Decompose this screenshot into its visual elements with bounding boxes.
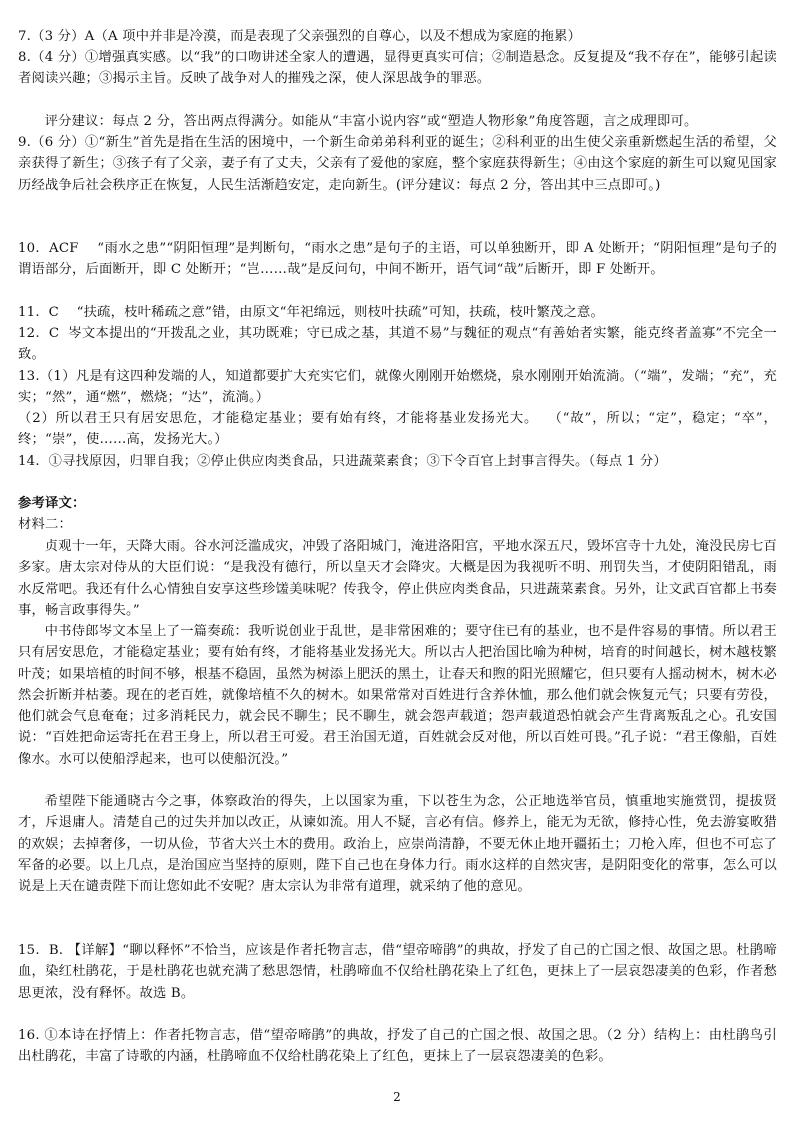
translation-material-label: 材料二： — [18, 517, 72, 532]
answer-q13-part2: （2）所以君王只有居安思危，才能稳定基业；要有始有终，才能将基业发扬光大。 （“故”，所以；“定”，稳定；“卒”，终；“崇”，使……高，发扬光大。） — [18, 411, 777, 448]
answer-q7: 7.（3 分）A（A 项中并非是冷漠，而是表现了父亲强烈的自尊心，以及不想成为家庭的拖累） — [18, 29, 582, 44]
answer-q13-part1: 13.（1）凡是有这四种发端的人，知道都要扩大充实它们，就像火刚刚开始燃烧，泉水刚刚开始流淌。（“端”，发端；“充”，充实；“然”，通“燃”，燃烧；“达”，流淌。） — [18, 369, 777, 406]
answer-q15: 15. B. 【详解】“聊以释怀”不恰当，应该是作者托物言志，借“望帝啼鹃”的典故，抒发了自己的亡国之恨、故国之思。杜鹃啼血，染红杜鹃花，于是杜鹃花也就充满了愁思怨情，杜鹃啼血不仅给杜鹃花染上了红色，更抹上了一层哀怨凄美的色彩，作者愁思更浓，没有释怀。故选 B。 — [18, 943, 777, 1001]
translation-paragraph-1: 贞观十一年，天降大雨。谷水河泛滥成灾，冲毁了洛阳城门，淹进洛阳宫，平地水深五尺，毁坏宫寺十九处，淹没民房七百多家。唐太宗对侍从的大臣们说：“是我没有德行，所以皇天才会降灾。大概是因为我视听不明、刑罚失当，才使阴阳错乱，雨水反常吧。我还有什么心情独自安享这些珍馐美味呢？传我令，停止供应肉类食品，只进蔬菜素食。另外，让文武百官都上书奏事，畅言政事得失。” — [18, 539, 777, 618]
page-number: 2 — [393, 1090, 401, 1104]
translation-paragraph-2: 中书侍郎岑文本呈上了一篇奏疏：我听说创业于乱世，是非常困难的；要守住已有的基业，也不是件容易的事情。所以君王只有居安思危，才能稳定基业；要有始有终，才能将基业发扬光大。所以古人把治国比喻为种树，培育的时间越长，树木越枝繁叶茂；如果培植的时间不够，根基不稳固，虽然为树添上肥沃的黑土，让春天和煦的阳光照耀它，但只要有人摇动树木，树木必然会折断并枯萎。现在的老百姓，就像培植不久的树木。如果常常对百姓进行含养休恤，那么他们就会恢复元气；只要有劳役，他们就会气息奄奄；过多消耗民力，就会民不聊生；民不聊生，就会怨声载道；怨声载道恐怕就会产生背离叛乱之心。孔安国说：“百姓把命运寄托在君王身上，所以君王可爱。君王治国无道，百姓就会反对他，所以百姓可畏。”孔子说：“君王像船，百姓像水。水可以使船浮起来，也可以使船沉没。” — [18, 624, 777, 767]
answer-q16: 16. ①本诗在抒情上：作者托物言志，借“望帝啼鹃”的典故，抒发了自己的亡国之恨、故国之思。（2 分）结构上：由杜鹃鸟引出杜鹃花，丰富了诗歌的内涵，杜鹃啼血不仅给杜鹃花染上了红色，更抹上了一层哀怨凄美的色彩。 — [18, 1028, 777, 1065]
answer-q10: 10. ACF “雨水之患”“阴阳恒理”是判断句，“雨水之患”是句子的主语，可以单独断开，即 A 处断开；“阴阳恒理”是句子的谓语部分，后面断开，即 C 处断开；“岂……哉”是反问句，中间不断开，语气词“哉”后断开，即 F 处断开。 — [18, 241, 777, 278]
answer-q14: 14. ①寻找原因，归罪自我；②停止供应肉类食品，只进蔬菜素食；③下令百官上封事言得失。（每点 1 分） — [18, 454, 667, 469]
answer-q12: 12. C 岑文本提出的“开拨乱之业，其功既难；守已成之基，其道不易”与魏征的观点“有善始者实繁，能克终者盖寡”不完全一致。 — [18, 326, 777, 363]
answer-q8-scoring-note: 评分建议：每点 2 分，答出两点得满分。如能从“丰富小说内容”或“塑造人物形象”角度答题，言之成理即可。 — [44, 114, 698, 129]
answer-q11: 11. C “扶疏，枝叶稀疏之意”错，由原文“年祀绵远，则枝叶扶疏”可知，扶疏，枝叶繁茂之意。 — [18, 305, 605, 320]
answer-q8: 8.（4 分）①增强真实感。以“我”的口吻讲述全家人的遭遇，显得更真实可信；②制造悬念。反复提及“我不存在”，能够引起读者阅读兴趣；③揭示主旨。反映了战争对人的摧残之深，使人深思战争的罪恶。 — [18, 50, 778, 87]
translation-heading: 参考译文： — [18, 496, 86, 511]
answer-q9: 9.（6 分）①“新生”首先是指在生活的困境中，一个新生命弟弟科利亚的诞生；②科利亚的出生使父亲重新燃起生活的希望，父亲获得了新生；③孩子有了父亲，妻子有了丈夫，父亲有了爱他的家庭，整个家庭获得新生；④由这个家庭的新生可以窥见国家历经战争后社会秩序正在恢复，人民生活渐趋安定，走向新生。(评分建议：每点 2 分，答出其中三点即可。) — [18, 135, 777, 193]
translation-paragraph-3: 希望陛下能通晓古今之事，体察政治的得失，上以国家为重，下以苍生为念，公正地选举官员，慎重地实施赏罚，提拔贤才，斥退庸人。清楚自己的过失并加以改正，从谏如流。用人不疑，言必有信。修养上，能无为无欲，修持心性，免去游宴畋猎的欢娱；去掉奢侈，一切从俭，节省大兴土木的费用。政治上，应崇尚清静，不要无休止地开疆拓土；刀枪入库，但也不可忘了军备的必要。以上几点，是治国应当坚持的原则，陛下自己也在身体力行。雨水这样的自然灾害，是阴阳变化的常事，怎么可以说是上天在谴责陛下而让您如此不安呢？唐太宗认为非常有道理，就采纳了他的意见。 — [18, 794, 777, 895]
